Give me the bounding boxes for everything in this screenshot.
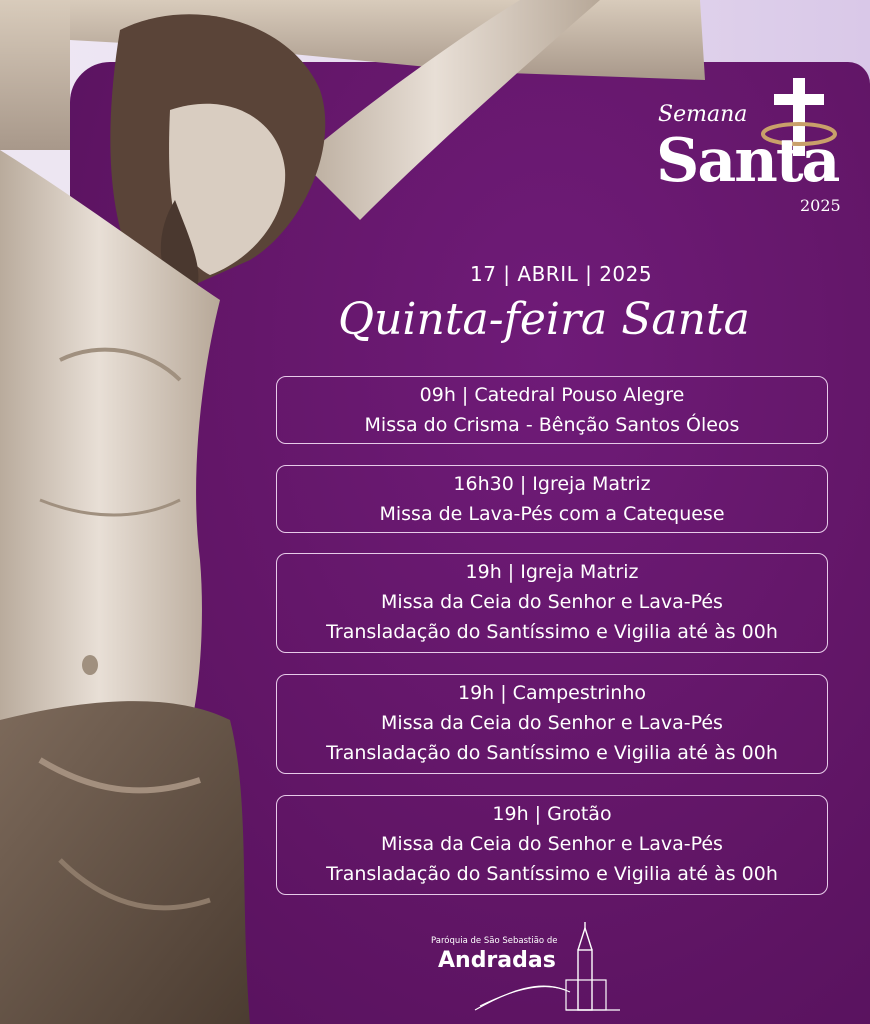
event-description: Transladação do Santíssimo e Vigilia até às 00h [326, 863, 778, 885]
event-card [276, 674, 828, 774]
parish-name-big: Andradas [438, 948, 556, 973]
event-time-location: 19h | Campestrinho [457, 682, 646, 704]
event-card [276, 553, 828, 653]
event-card [276, 376, 828, 444]
event-card [276, 795, 828, 895]
day-title: Quinta-feira Santa [338, 294, 750, 345]
parish-name-small: Paróquia de São Sebastião de [431, 936, 558, 946]
event-description: Missa da Ceia do Senhor e Lava-Pés [381, 833, 723, 855]
event-time-location: 09h | Catedral Pouso Alegre [419, 384, 685, 406]
event-card [276, 465, 828, 533]
event-description: Missa da Ceia do Senhor e Lava-Pés [381, 712, 723, 734]
event-time-location: 19h | Grotão [492, 803, 612, 825]
event-description: Transladação do Santíssimo e Vigilia até às 00h [326, 621, 778, 643]
date-line: 17 | ABRIL | 2025 [470, 262, 653, 286]
event-description: Missa de Lava-Pés com a Catequese [379, 503, 725, 525]
event-time-location: 19h | Igreja Matriz [465, 561, 639, 583]
semana-santa-logo [650, 78, 860, 228]
church-icon [470, 920, 630, 1016]
event-description: Missa do Crisma - Bênção Santos Óleos [364, 414, 740, 436]
logo-year-text: 2025 [800, 196, 841, 215]
event-description: Transladação do Santíssimo e Vigilia até às 00h [326, 742, 778, 764]
event-time-location: 16h30 | Igreja Matriz [453, 473, 651, 495]
event-description: Missa da Ceia do Senhor e Lava-Pés [381, 591, 723, 613]
logo-semana-text: Semana [658, 102, 748, 127]
logo-santa-text: Santa [656, 126, 839, 196]
